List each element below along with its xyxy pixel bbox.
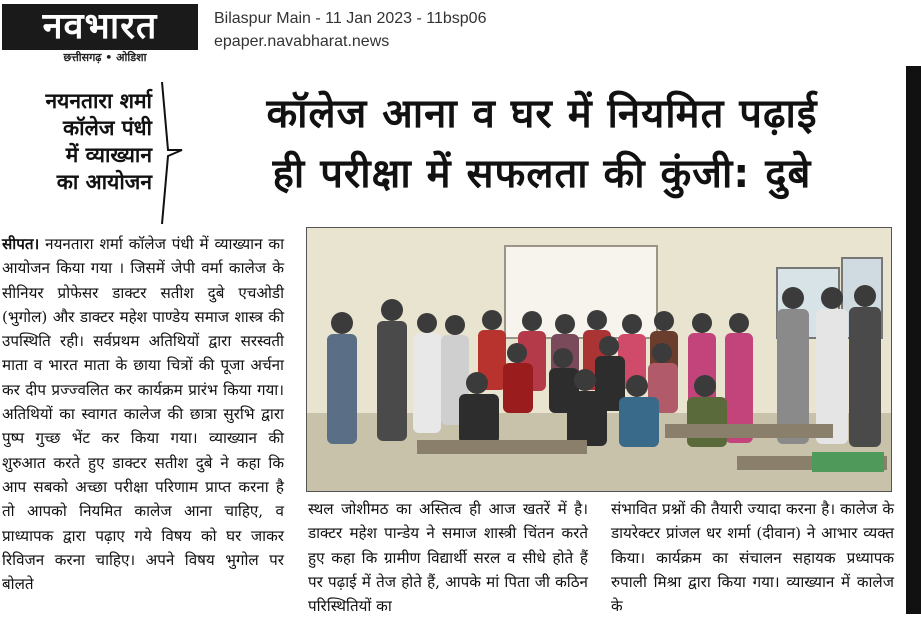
dateline: सीपत। (2, 235, 40, 253)
headline (186, 84, 898, 204)
kicker-bracket (158, 80, 184, 226)
headline-line: ही परीक्षा में सफलता की कुंजी: दुबे (272, 151, 812, 197)
kicker-line: का आयोजन (56, 170, 152, 194)
page-edge-bar (906, 66, 921, 614)
edition-info: Bilaspur Main - 11 Jan 2023 - 11bsp06 (214, 10, 487, 27)
kicker (0, 88, 152, 196)
column-text: संभावित प्रश्नों की तैयारी ज्यादा करना है। कालेज के डायरेक्टर प्रांजल धर शर्मा (दीवान) ने आभार व्यक्त किया। कार्यक्रम का संचालन सहायक प्रध्यापक रुपाली मिश्रा द्वारा किया गया। व्याख्यान में कालेज के (611, 500, 894, 616)
kicker-line: कॉलेज पंधी (63, 116, 152, 140)
event-photo (306, 227, 892, 492)
column-text: नयनतारा शर्मा कॉलेज पंधी में व्याख्यान का आयोजन किया गया । जिसमें जेपी वर्मा कालेज के सीनियर प्रोफेसर डाक्टर सतीश दुबे एचओडी (भुगोल) और डाक्टर महेश पाण्डेय समाज शास्त्र की उपस्थिति रही। सर्वप्रथम अतिथियों द्वारा सरस्वती माता व भारत माता के छाया चित्रों की पूजा अर्चना कर दीप प्रज्ज्वलित कर कार्यक्रम प्रारंभ किया गया। अतिथियों का स्वागत कालेज की छात्रा सुरभि द्वारा पुष्प गुच्छ भेंट कर किया गया। व्याख्यान की शुरुआत करते हुए डाक्टर सतीश दुबे ने कहा कि आप सबको अच्छा परीक्षा परिणाम प्राप्त करना है तो आपको नियमित कालेज आना चाहिए, व प्राध्यापक द्वारा पढ़ाए गये विषय को घर जाकर रिविजन करना चाहिए। अपने विषय भुगोल पर बोलते (2, 235, 285, 594)
column-text: स्थल जोशीमठ का अस्तित्व ही आज खतरें में है। डाक्टर महेश पान्डेय ने समाज शास्त्री चिंतन करते हुए कहा कि ग्रामीण विद्यार्थी सरल व सीधे होते हैं पर पढ़ाई में तेज होते हैं, आपके मां पिता जी कठिन परिस्थितियों का (308, 500, 588, 616)
headline-line: कॉलेज आना व घर में नियमित पढ़ाई (266, 91, 818, 137)
kicker-line: में व्याख्यान (65, 143, 152, 167)
article-column-3 (611, 497, 894, 618)
site-url[interactable]: epaper.navabharat.news (214, 33, 390, 50)
article-column-1 (2, 232, 284, 596)
group-photo-illustration (307, 228, 891, 491)
newspaper-logo: नवभारत (2, 4, 198, 50)
masthead (0, 0, 921, 66)
logo-subtitle: छत्तीसगढ़ • ओडिशा (63, 51, 147, 64)
article-column-2 (308, 497, 588, 618)
kicker-line: नयनतारा शर्मा (45, 89, 152, 113)
